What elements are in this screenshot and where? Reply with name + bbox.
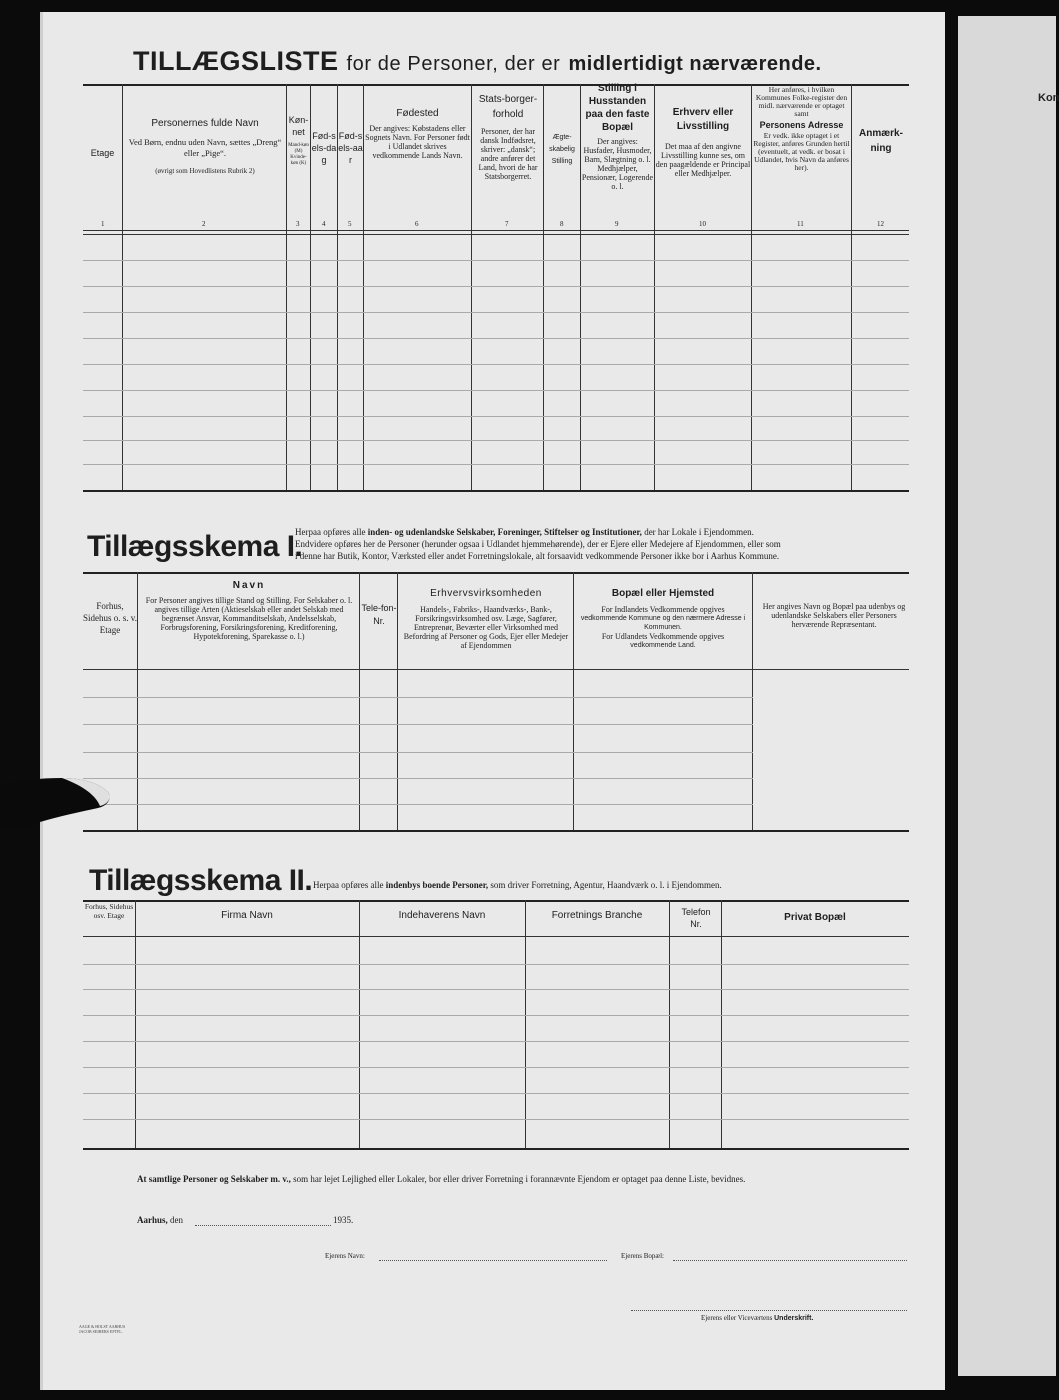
skema1-intro [295,526,915,562]
skema2-col-etage: Forhus, Sidehus osv. Etage [84,902,134,920]
col-address-header [752,86,851,172]
skema2-col-bopael: Privat Bopæl [784,912,846,923]
col-birthplace-header [365,108,470,160]
col-household-heading: Stilling i Husstanden paa den faste Bopæl [585,83,650,133]
skema2-title: Tillægsskema II. [89,864,313,897]
col-name-heading: Personernes fulde Navn [151,118,259,129]
signature-label [701,1314,813,1322]
col-name-note2: (øvrigt som Hovedlistens Rubrik 2) [155,167,255,175]
skema2-intro [313,880,722,890]
skema1-row-line [83,778,753,779]
page-title [133,46,822,77]
col-num-9: 9 [615,220,619,228]
owner-address-field[interactable] [673,1260,907,1261]
col-birthday-heading: Fød-sels-dag [311,131,337,165]
col-sex-header [287,114,310,167]
skema2-row-line [83,1093,909,1094]
col-sex-heading: Køn-net [288,115,309,137]
skema2-row-line [83,1119,909,1120]
col-num-4: 4 [322,220,326,228]
col-birthplace-heading: Fødested [396,108,439,119]
skema2-col-firma: Firma Navn [221,910,273,921]
skema2-col-branche: Forretnings Branche [551,910,643,921]
col-sex-note: Mand-køn (M) Kvinde-køn (K) [288,143,309,166]
title-emphasis: midlertidigt nærværende. [568,53,822,75]
adjacent-page-fragment: Kon [1038,92,1059,104]
col-occupation-header [655,106,751,178]
skema1-row-line [83,724,753,725]
col-address-heading: Personens Adresse [759,120,844,130]
list-row-line [83,416,909,417]
skema2-intro-2: som driver Forretning, Agentur, Haandværk o. l. i Ejendommen. [490,880,722,890]
col-citizenship-note: Personer, der har dansk Indfødsret, skriver: „dansk“; andre anfører det Land, hvori de har Statsborgerret. [478,127,538,181]
list-row-line [83,440,909,441]
skema1-col-rep: Her angives Navn og Bopæl paa udenbys og udenlandske Selskabers eller Personers herværende Repræsentant. [762,602,906,629]
owner-name-label: Ejerens Navn: [325,1252,365,1260]
list-row-line [83,260,909,261]
skema1-col-navn-note: For Personer angives tillige Stand og Stilling. For Selskaber o. l. angives tillige Arten (Aktieselskab eller andet Selskab med begrænset Ansvar, Kommanditselskab, Andelsselskab, Forbrugsforening, Forsikringsforening, Kreditforening, Hypotekforening, Sparekasse o. l.) [145,596,353,641]
col-num-1: 1 [101,220,105,228]
skema1-col-navn-header [141,580,357,641]
declaration [137,1174,745,1184]
skema1-intro-1: Herpaa opføres alle [295,527,366,537]
col-name-header [125,118,285,175]
adjacent-page [958,16,1059,1376]
skema1-intro-3: Endvidere opføres her de Personer (herunder ogsaa i Udlandet hjemmehørende), der er Ejere eller Medejere af Ejendommen, eller som [295,539,781,549]
col-address-note: Er vedk. ikke optaget i et Register, anføres Grunden hertil (eventuelt, at vedk. er bosat i Udlandet, hvis Navn da anføres her). [753,131,850,172]
skema1-row-line [83,804,753,805]
skema1-col-bopael-note2: vedkommende Kommune og den nærmere Adresse i Kommunen. [580,615,746,631]
signature-text: Ejerens eller Viceværtens [701,1314,773,1322]
skema1-col-bopael-header [577,588,749,650]
skema1-title: Tillægsskema I. [87,530,303,563]
printer-mark: AAGE & HOLST AARHUS JACOB SEIHERS EFTFL. [79,1324,126,1334]
date-field[interactable] [195,1225,331,1226]
list-row-line [83,464,909,465]
col-occupation-note: Det maa af den angivne Livsstilling kunne ses, om den paagældende er Principal eller Medhjælper. [655,142,751,178]
col-occupation-heading: Erhverv eller Livsstilling [672,107,734,132]
skema1-col-erhverv-note: Handels-, Fabriks-, Haandværks-, Bank-, Forsikringsvirksomhed osv. Læge, Sagfører, Entreprenør, Beværter eller Virksomhed med Befordring af Personer og Gods, Ejer eller Medejer af Ejendommen [403,605,569,650]
list-row-line [83,286,909,287]
skema1-intro-2: der har Lokale i Ejendommen. [644,527,754,537]
skema1-row-line [83,697,753,698]
skema1-col-telefon: Tele-fon-Nr. [361,603,397,626]
signature-bold: Underskrift. [774,1315,814,1322]
year-label: 1935. [333,1215,354,1225]
signature-field[interactable] [631,1310,907,1311]
col-num-2: 2 [202,220,206,228]
form-page [40,12,945,1390]
skema2-row-line [83,1041,909,1042]
skema1-col-navn: Navn [232,580,266,591]
col-num-7: 7 [505,220,509,228]
list-row-line [83,390,909,391]
col-num-6: 6 [415,220,419,228]
col-marital-heading: Ægte-skabelig Stilling [549,134,575,165]
skema1-col-erhverv-header [401,588,571,650]
declaration-rest: som har lejet Lejlighed eller Lokaler, bor eller driver Forretning i forannævnte Ejendom er optaget paa denne Liste, bevidnes. [293,1174,746,1184]
title-rest: for de Personer, der er [346,53,561,75]
col-citizenship-header [473,92,543,181]
thumb-image [0,772,112,832]
col-num-10: 10 [699,220,706,228]
col-household-header [581,82,654,191]
skema2-row-line [83,989,909,990]
skema2-col-telefon: Telefon Nr. [681,907,711,929]
col-birthplace-note: Der angives: Købstadens eller Sognets Navn. For Personer født i Udlandet skrives vedkommende Lands Navn. [365,124,470,160]
place-date-line [137,1215,183,1225]
col-name-note: Ved Børn, endnu uden Navn, sættes „Dreng“ eller „Pige“. [128,137,282,158]
den-label: den [170,1215,184,1225]
col-num-5: 5 [348,220,352,228]
skema2-intro-bold: indenbys boende Personer, [385,880,489,890]
owner-address-label: Ejerens Bopæl: [621,1252,664,1260]
col-num-12: 12 [877,220,884,228]
skema2-col-indehaver: Indehaverens Navn [398,910,486,921]
col-remark-heading: Anmærk-ning [859,128,903,154]
col-birthyear-heading: Fød-sels-aar [338,131,363,165]
list-row-line [83,364,909,365]
col-citizenship-heading: Stats-borger-forhold [478,94,538,120]
col-etage-heading: Etage [90,148,115,158]
title-main: TILLÆGSLISTE [133,46,339,76]
skema1-intro-4: i denne har Butik, Kontor, Værksted eller andet Forretningslokale, alt forsaavidt vedkommende Personer ikke bor i Aarhus Kommune. [295,551,780,561]
skema2-row-line [83,964,909,965]
skema2-row-line [83,1067,909,1068]
col-household-note: Der angives: Husfader, Husmoder, Barn, Slægtning o. l. Medhjælper, Pensionær, Logerende o. l. [581,137,654,191]
skema1-col-bopael-note3: For Udlandets Vedkommende opgives [601,632,725,641]
col-address-note-top: Her anføres, i hvilken Kommunes Folke-register den midl. nærværende er optaget samt [755,85,848,118]
skema1-row-line [83,752,753,753]
skema2-intro-1: Herpaa opføres alle [313,880,384,890]
skema1-col-etage: Forhus, Sidehus o. s. v. Etage [83,601,137,635]
skema1-intro-bold: inden- og udenlandske Selskaber, Foreninger, Stiftelser og Institutioner, [367,527,642,537]
place-label: Aarhus, [137,1215,168,1225]
skema1-col-bopael-note1: For Indlandets Vedkommende opgives [601,605,725,614]
col-num-8: 8 [560,220,564,228]
col-num-3: 3 [296,220,300,228]
declaration-bold: At samtlige Personer og Selskaber m. v., [137,1174,291,1184]
skema1-col-erhverv: Erhvervsvirksomheden [430,588,542,599]
skema2-row-line [83,1015,909,1016]
list-row-line [83,312,909,313]
owner-name-field[interactable] [379,1260,607,1261]
list-row-line [83,338,909,339]
col-num-11: 11 [797,220,804,228]
skema1-col-bopael: Bopæl eller Hjemsted [611,588,715,599]
skema1-col-bopael-note4: vedkommende Land. [630,642,696,649]
